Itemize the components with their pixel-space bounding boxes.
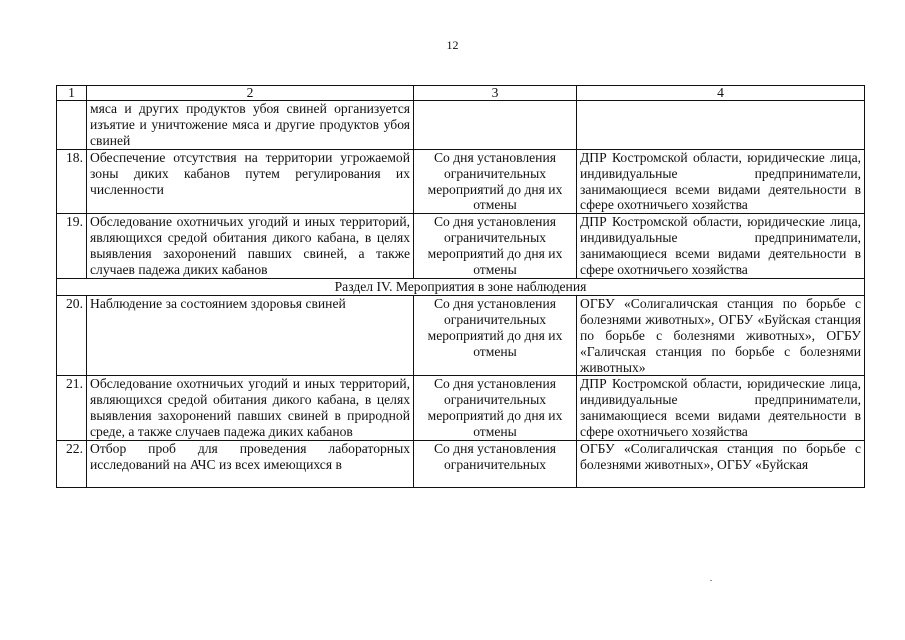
continuation-row: [57, 101, 865, 150]
row-measure: [87, 441, 414, 488]
row-responsible: ДПР Костромской области, юридические лица, индивидуальные предприниматели, занимающиеся всеми видами деятельности в сфере охотничьего хозяйства: [577, 376, 865, 441]
row-measure: Обследование охотничьих угодий и иных территорий, являющихся средой обитания дикого кабана, в целях выявления захоронений павших свиней, а также случаев падежа диких кабанов: [87, 214, 414, 279]
table-header-row: [57, 86, 865, 101]
row-number: 22.: [57, 441, 87, 488]
table-row: [57, 441, 865, 488]
row-measure: Обследование охотничьих угодий и иных территорий, являющихся средой обитания дикого кабана, в целях выявления захоронений павших свиней в природной среде, а также случаев падежа диких кабанов: [87, 376, 414, 441]
row-number: 19.: [57, 214, 87, 279]
row-term: Со дня установления ограничительных мероприятий до дня их отмены: [414, 376, 577, 441]
row-measure: Наблюдение за состоянием здоровья свиней: [87, 295, 414, 376]
row-measure: Обеспечение отсутствия на территории угрожаемой зоны диких кабанов путем регулирования их численности: [87, 149, 414, 214]
table-row: [57, 214, 865, 279]
measures-table: [56, 85, 865, 488]
row-responsible-text: ОГБУ «Солигаличская станция по борьбе с болезнями животных», ОГБУ «Буйская: [580, 441, 861, 472]
page-number: 12: [446, 38, 459, 52]
row-number: 21.: [57, 376, 87, 441]
section-row: [57, 278, 865, 295]
table-row: [57, 376, 865, 441]
row-term: Со дня установления ограничительных мероприятий до дня их отмены: [414, 149, 577, 214]
continuation-num: [57, 101, 87, 150]
row-responsible: [577, 441, 865, 488]
continuation-measure: мяса и других продуктов убоя свиней организуется изъятие и уничтожение мяса и другие продуктов убоя свиней: [87, 101, 414, 150]
row-responsible: ОГБУ «Солигаличская станция по борьбе с болезнями животных», ОГБУ «Буйская станция по борьбе с болезнями животных», ОГБУ «Галичская станция по борьбе с болезнями животных»: [577, 295, 865, 376]
row-term: Со дня установления ограничительных мероприятий до дня их отмены: [414, 295, 577, 376]
row-term: [414, 441, 577, 488]
row-responsible: ДПР Костромской области, юридические лица, индивидуальные предприниматели, занимающиеся всеми видами деятельности в сфере охотничьего хозяйства: [577, 214, 865, 279]
scan-speck: [710, 580, 712, 581]
table-row: [57, 149, 865, 214]
continuation-term: [414, 101, 577, 150]
row-measure-text: Отбор проб для проведения лабораторных исследований на АЧС из всех имеющихся в: [90, 441, 410, 472]
row-term-text: Со дня установления ограничительных: [433, 441, 556, 472]
header-col-1: 1: [57, 86, 87, 101]
continuation-responsible: [577, 101, 865, 150]
table-row: [57, 295, 865, 376]
header-col-3: 3: [414, 86, 577, 101]
row-responsible: ДПР Костромской области, юридические лица, индивидуальные предприниматели, занимающиеся всеми видами деятельности в сфере охотничьего хозяйства: [577, 149, 865, 214]
section-title: Раздел IV. Мероприятия в зоне наблюдения: [57, 278, 865, 295]
header-col-4: 4: [577, 86, 865, 101]
row-number: 18.: [57, 149, 87, 214]
row-number: 20.: [57, 295, 87, 376]
row-term: Со дня установления ограничительных мероприятий до дня их отмены: [414, 214, 577, 279]
header-col-2: 2: [87, 86, 414, 101]
